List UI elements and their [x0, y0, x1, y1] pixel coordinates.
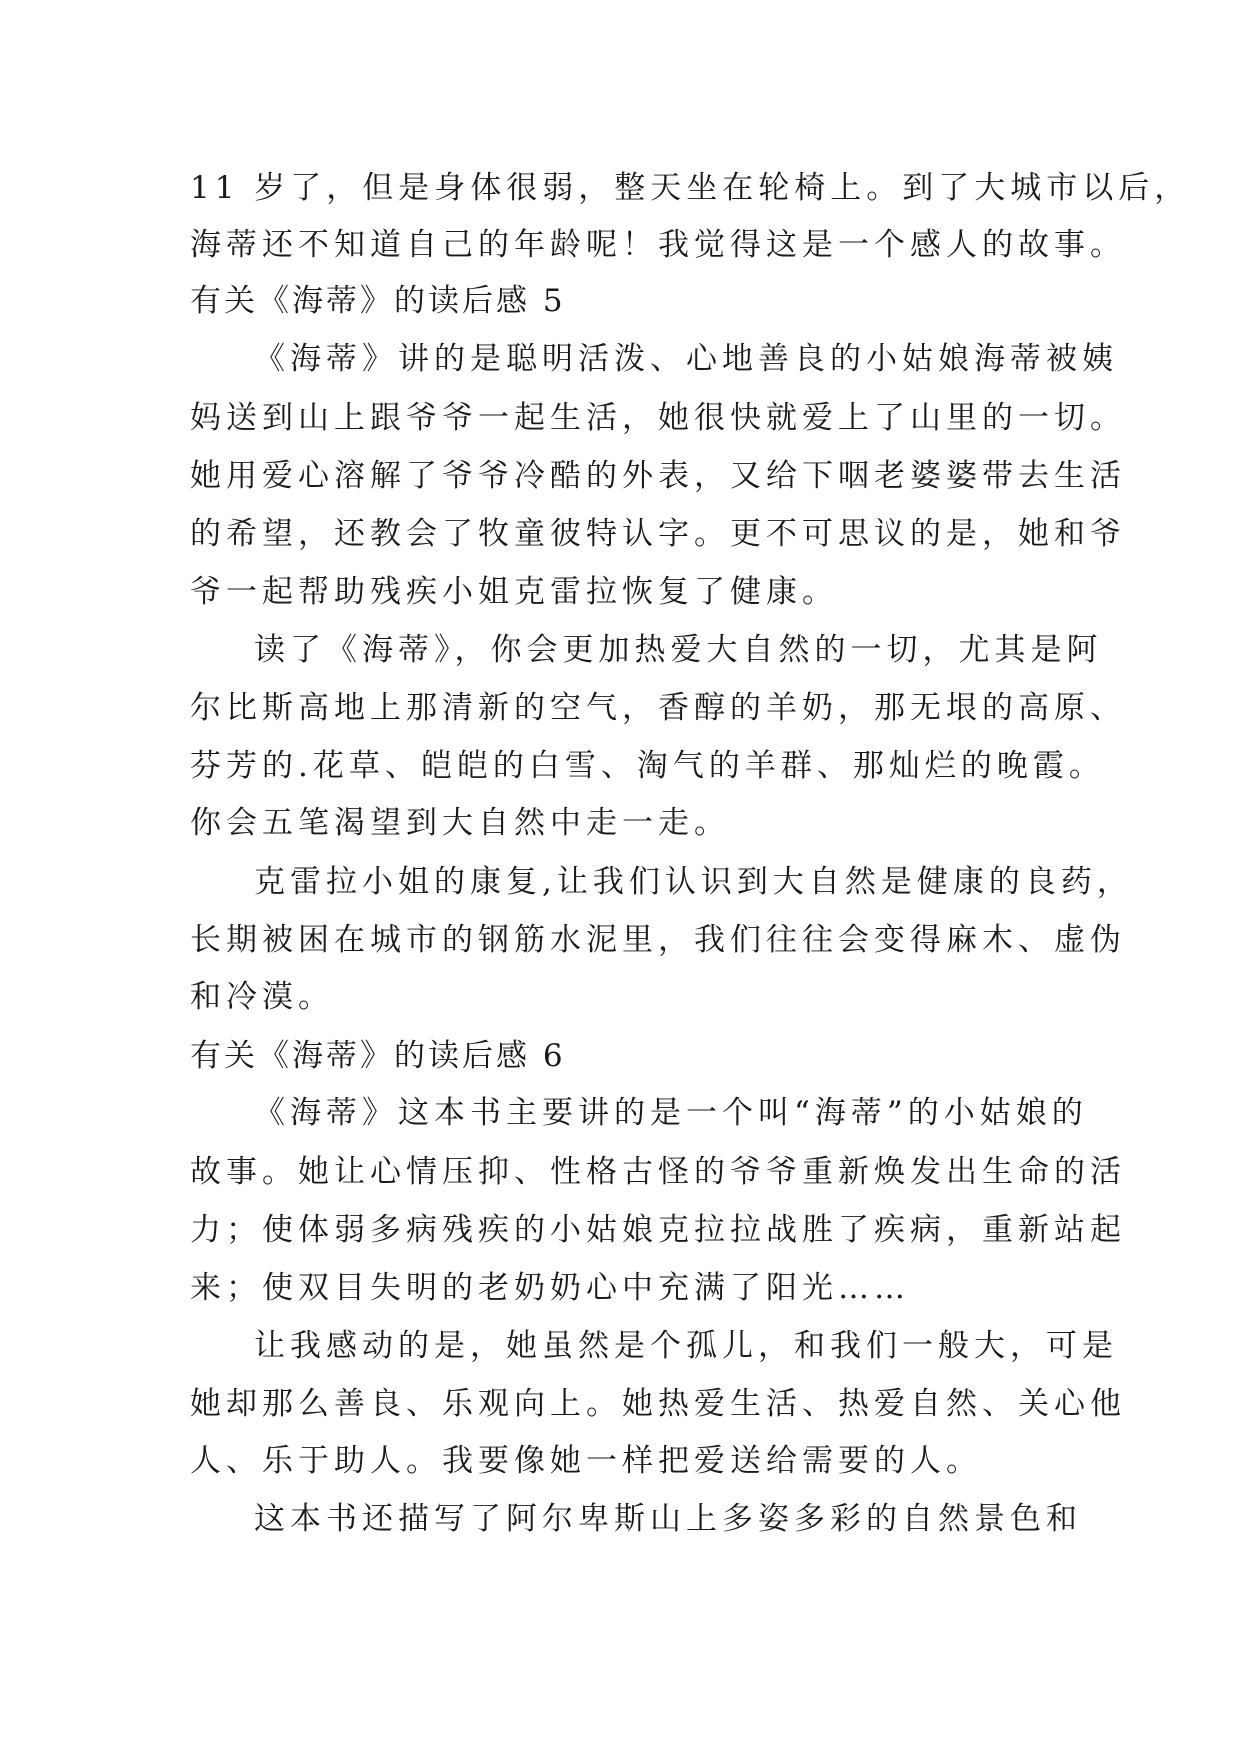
paragraph-first-line: 让我感动的是，她虽然是个孤儿，和我们一般大，可是 [254, 1328, 1118, 1364]
text-line: 人、乐于助人。我要像她一样把爱送给需要的人。 [190, 1443, 982, 1479]
text-line: 尔比斯高地上那清新的空气，香醇的羊奶，那无垠的高原、 [190, 690, 1126, 726]
section-heading: 有关《海蒂》的读后感 6 [190, 1038, 566, 1074]
text-line: 爷一起帮助残疾小姐克雷拉恢复了健康。 [190, 574, 838, 610]
text-line: 她用爱心溶解了爷爷冷酷的外表，又给下咽老婆婆带去生活 [190, 458, 1126, 494]
text-line: 力；使体弱多病残疾的小姑娘克拉拉战胜了疾病，重新站起 [190, 1212, 1126, 1248]
text-line: 海蒂还不知道自己的年龄呢！我觉得这是一个感人的故事。 [190, 227, 1126, 263]
section-heading: 有关《海蒂》的读后感 5 [190, 283, 566, 319]
text-line: 长期被困在城市的钢筋水泥里，我们往往会变得麻木、虚伪 [190, 922, 1126, 958]
text-line: 芬芳的.花草、皑皑的白雪、淘气的羊群、那灿烂的晚霞。 [190, 748, 1105, 784]
text-line: 你会五笔渴望到大自然中走一走。 [190, 805, 730, 841]
text-line: 来；使双目失明的老奶奶心中充满了阳光…… [190, 1270, 910, 1306]
paragraph-first-line: 读了《海蒂》，你会更加热爱大自然的一切，尤其是阿 [254, 632, 1103, 668]
paragraph-first-line: 克雷拉小姐的康复,让我们认识到大自然是健康的良药， [254, 864, 1133, 900]
paragraph-first-line: 《海蒂》讲的是聪明活泼、心地善良的小姑娘海蒂被姨 [254, 341, 1118, 377]
text-line: 故事。她让心情压抑、性格古怪的爷爷重新焕发出生命的活 [190, 1154, 1126, 1190]
text-line: 的希望，还教会了牧童彼特认字。更不可思议的是，她和爷 [190, 516, 1126, 552]
text-line: 她却那么善良、乐观向上。她热爱生活、热爱自然、关心他 [190, 1386, 1126, 1422]
text-line: 和冷漠。 [190, 979, 334, 1015]
text-line: 11 岁了，但是身体很弱，整天坐在轮椅上。到了大城市以后， [190, 170, 1191, 206]
text-line: 妈送到山上跟爷爷一起生活，她很快就爱上了山里的一切。 [190, 400, 1126, 436]
paragraph-first-line: 这本书还描写了阿尔卑斯山上多姿多彩的自然景色和 [254, 1501, 1082, 1537]
paragraph-first-line: 《海蒂》这本书主要讲的是一个叫“海蒂”的小姑娘的 [254, 1095, 1088, 1131]
